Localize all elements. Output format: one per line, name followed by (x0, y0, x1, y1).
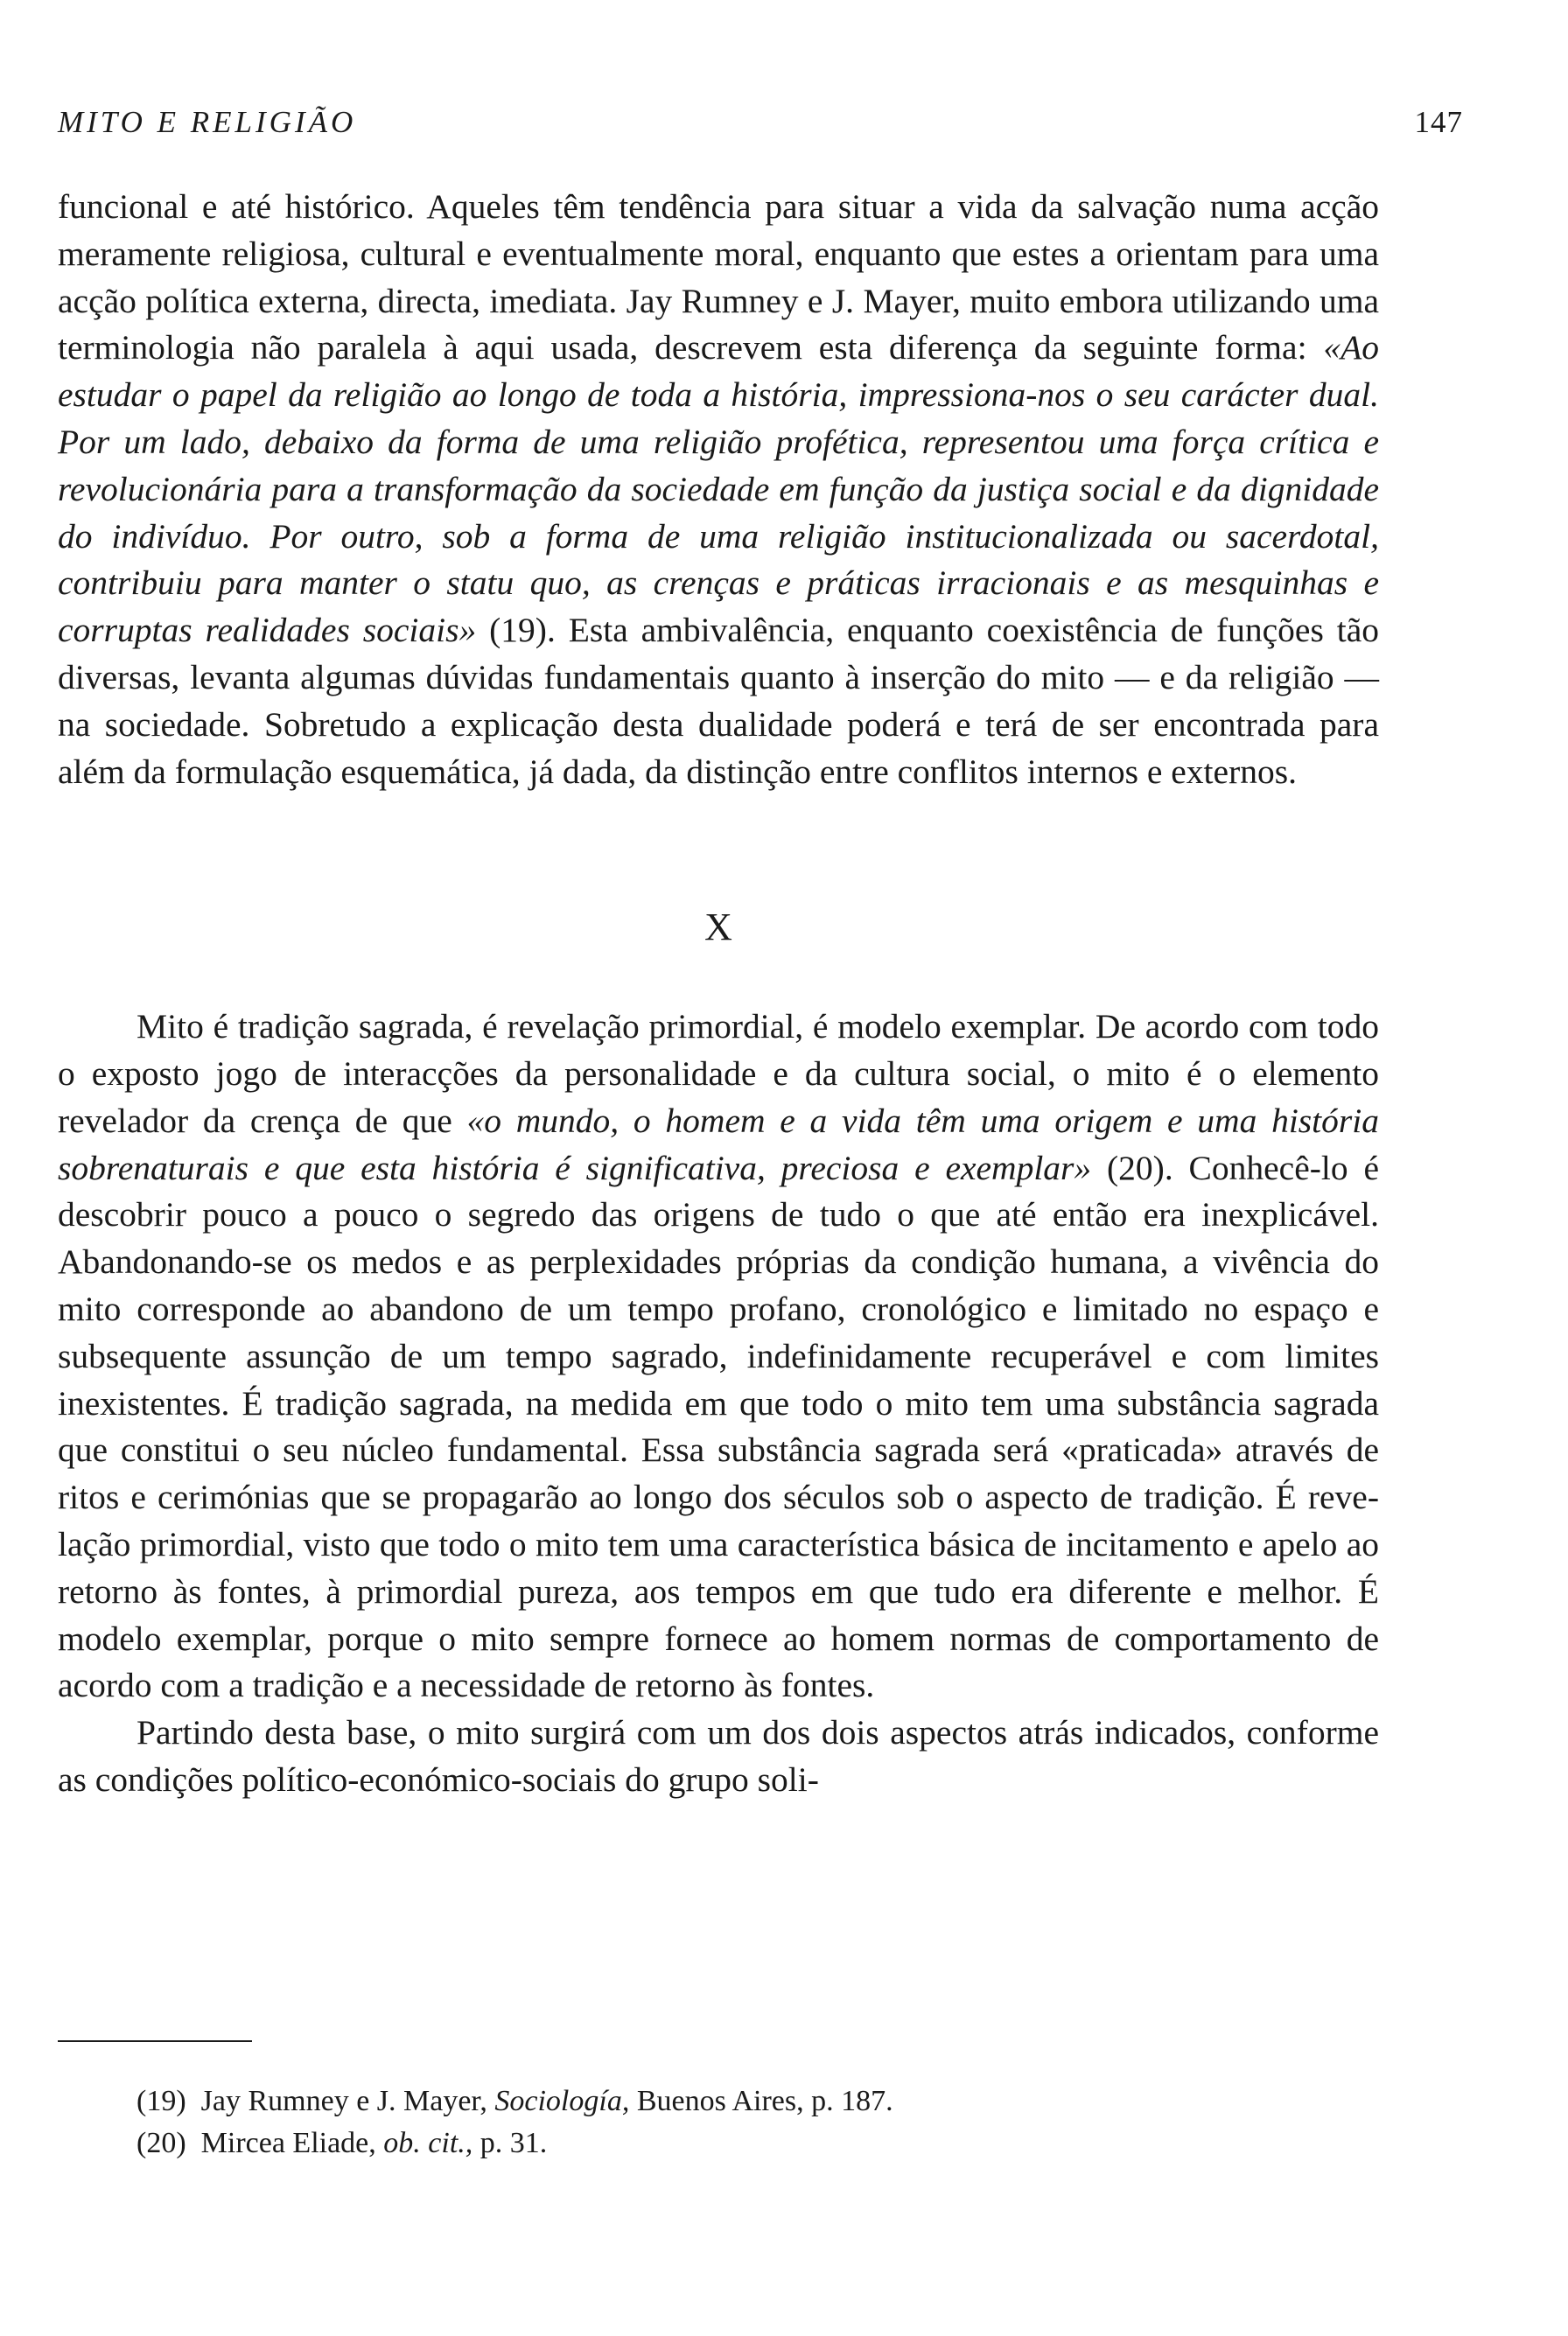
footnote-19 (136, 2081, 1362, 2123)
paragraph-2-quote: «o mundo, o homem e a vida têm uma origem e uma história sobrenaturais e que esta história é significativa, preciosa e exemplar» (58, 1101, 1379, 1187)
page-number: 147 (1414, 105, 1463, 139)
footnote-title: ob. cit., (383, 2127, 473, 2159)
page-body (58, 184, 1379, 1804)
paragraph-2-text-b: . Conhecê-lo é descobrir pouco a pouco o segredo das origens de tudo o que até então era inexplicável. Abandonando-se os medos e as perplexidades próprias da condição humana, a vivência do mito corresponde ao abandono de um tempo profano, cronológico e limitado no espaço e subsequente assunção de um tempo sagrado, indefinidamente recuperável e com limites inexistentes. É tradição sagrada, na medida em que todo o mito tem uma substância sagrada que constitui o seu núcleo fundamental. Essa substância sagrada será «praticada» através de ritos e cerimónias que se propagarão ao longo dos séculos sob o aspecto de tradição. É revelação primordial, visto que todo o mito tem uma característica básica de incitamento e apelo ao retorno às fontes, à primordial pureza, aos tempos em que tudo era diferente e melhor. É modelo exemplar, porque o mito sempre fornece ao homem normas de comportamento de acordo com a tradição e a necessidade de retorno às fontes. (58, 1148, 1380, 1705)
paragraph-1 (58, 184, 1379, 795)
footnote-marker: (20) (136, 2127, 186, 2159)
footnote-marker: (19) (136, 2085, 186, 2117)
footnote-text: Buenos Aires, p. 187. (629, 2085, 893, 2117)
running-title: MITO E RELIGIÃO (58, 105, 357, 139)
section-heading: X (704, 906, 732, 949)
paragraph-2 (58, 1004, 1379, 1710)
paragraph-1-text-b: . Esta ambivalência, enquanto coexistência de funções tão diversas, levanta algumas dúvidas fundamentais quanto à inserção do mito — e da religião — na sociedade. Sobretudo a explicação desta dualidade poderá e terá de ser encontrada para além da formulação esquemática, já dada, da distinção entre conflitos internos e externos. (58, 611, 1379, 791)
footnote-20 (136, 2123, 1362, 2165)
footnote-text: Mircea Eliade, (200, 2127, 384, 2159)
footnote-title: Sociología, (494, 2085, 630, 2117)
footnote-ref-19: (19) (476, 611, 547, 650)
footnote-text: p. 31. (472, 2127, 548, 2159)
footnote-ref-20: (20) (1091, 1148, 1165, 1187)
paragraph-2-text-a: Mito é tradição sagrada, é revelação primordial, é modelo exemplar. De acordo com todo o exposto jogo de interacções da personalidade e da cultura social, o mito é o elemento revelador da crença de que (58, 1007, 1379, 1140)
running-header (58, 105, 1463, 140)
footnote-divider (58, 2040, 252, 2042)
paragraph-3: Partindo desta base, o mito surgirá com um dos dois aspectos atrás indicados, conforme as condições político-económico-sociais do grupo soli- (58, 1713, 1379, 1799)
footnotes (136, 2081, 1362, 2165)
paragraph-1-quote: «Ao estudar o papel da religião ao longo de toda a história, impressiona-nos o seu carácter dual. Por um lado, debaixo da forma de uma religião profética, representou uma força crítica e revolucionária para a transformação da sociedade em função da justiça social e da dignidade do indivíduo. Por outro, sob a forma de uma religião institucionalizada ou sacerdotal, contribuiu para manter o statu quo, as crenças e práticas irracionais e as mesquinhas e corruptas realidades sociais» (58, 328, 1379, 650)
paragraph-1-text-a: funcional e até histórico. Aqueles têm tendência para situar a vida da salvação numa acção meramente religiosa, cultural e eventualmente moral, enquanto que estes a orientam para uma acção política externa, directa, imediata. Jay Rumney e J. Mayer, muito embora utilizando uma terminologia não paralela à aqui usada, descrevem esta diferença da seguinte forma: (58, 187, 1379, 367)
footnote-text: Jay Rumney e J. Mayer, (200, 2085, 495, 2117)
